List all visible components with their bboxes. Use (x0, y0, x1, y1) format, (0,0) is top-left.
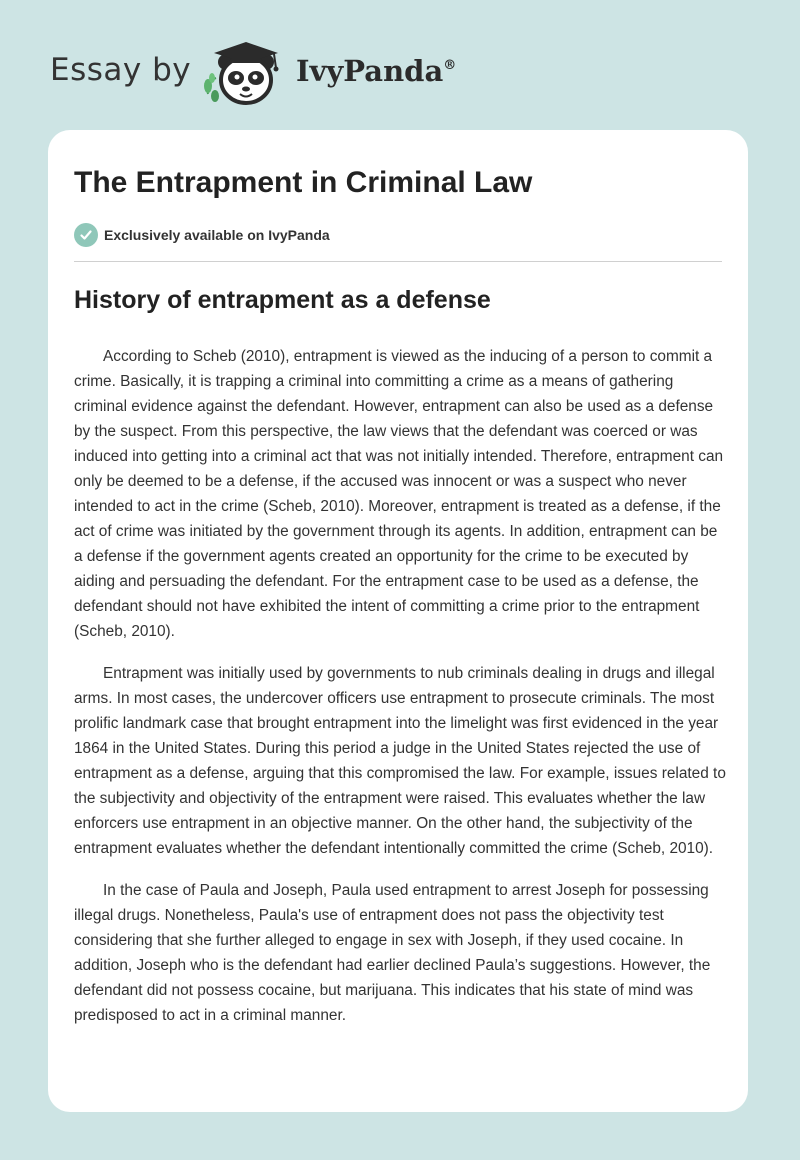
section-heading: History of entrapment as a defense (74, 286, 491, 314)
article-title: The Entrapment in Criminal Law (74, 166, 533, 199)
paragraph: Entrapment was initially used by governments to nub criminals dealing in drugs and illegal arms. In most cases, the undercover officers use entrapment to prosecute criminals. The most prolific landmark case that brought entrapment into the limelight was first evidenced in the year 1864 in the United States. During this period a judge in the United States rejected the use of entrapment as a defense, arguing that this compromised the law. For example, issues related to the subjectivity and objectivity of the entrapment were raised. This evaluates whether the law enforcers use entrapment in an objective manner. On the other hand, the subjectivity of the entrapment evaluates whether the defendant intentionally committed the crime (Scheb, 2010). (74, 665, 726, 857)
site-header (0, 0, 800, 130)
panda-logo-icon (200, 36, 292, 108)
brand-prefix: Essay by (50, 52, 192, 88)
registered-mark: ® (443, 58, 457, 73)
article-card (48, 130, 748, 1112)
exclusive-badge (74, 222, 330, 248)
brand-name (296, 54, 456, 88)
article-body (74, 344, 726, 1045)
divider (74, 261, 722, 262)
paragraph: In the case of Paula and Joseph, Paula used entrapment to arrest Joseph for possessing illegal drugs. Nonetheless, Paula's use of entrapment does not pass the objectivity test considering that she further alleged to engage in sex with Joseph, if they used cocaine. In addition, Joseph who is the defendant had earlier declined Paula’s suggestions. However, the defendant did not possess cocaine, but marijuana. This indicates that his state of mind was predisposed to act in a criminal manner. (74, 882, 711, 1024)
badge-text: Exclusively available on IvyPanda (104, 227, 330, 243)
brand-name-text: IvyPanda (296, 54, 444, 88)
paragraph: According to Scheb (2010), entrapment is viewed as the inducing of a person to commit a crime. Basically, it is trapping a criminal into committing a crime as a means of gathering criminal evidence against the defendant. However, entrapment can also be used as a defense by the suspect. From this perspective, the law views that the defendant was coerced or was induced into getting into a criminal act that was not initially intended. Therefore, entrapment can only be deemed to be a defense, if the accused was innocent or was a suspect who never intended to act in the crime (Scheb, 2010). Moreover, entrapment is treated as a defense, if the act of crime was initiated by the government through its agents. In addition, entrapment can be a defense if the government agents created an opportunity for the crime to be executed by aiding and persuading the defendant. For the entrapment case to be used as a defense, the defendant should not have exhibited the intent of committing a crime prior to the entrapment (Scheb, 2010). (74, 348, 724, 640)
check-icon (74, 223, 98, 247)
